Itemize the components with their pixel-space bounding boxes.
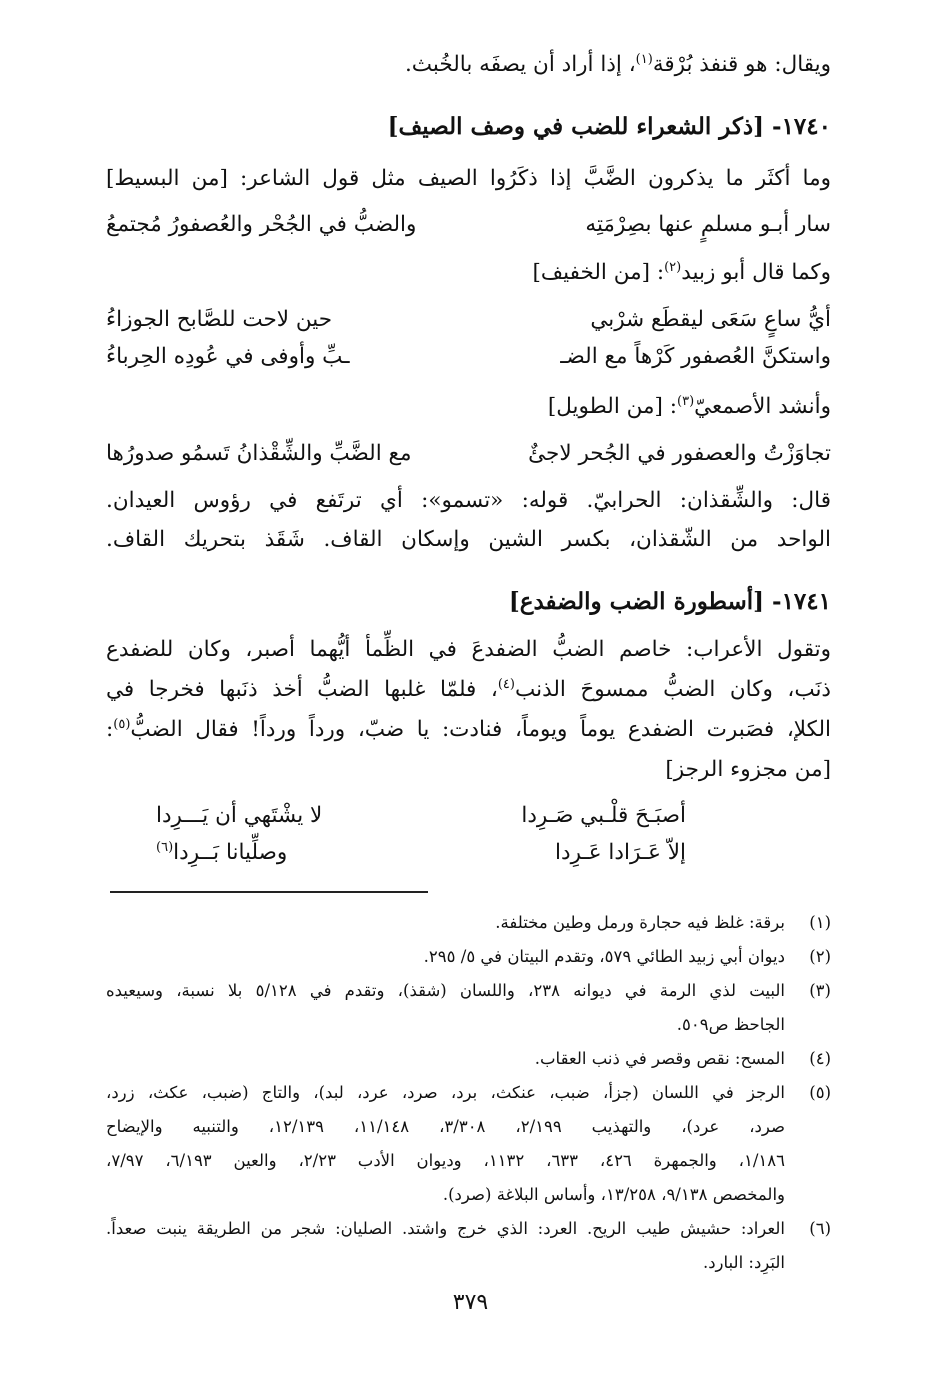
text-span: ويقال: هو قنفذ بُرْقة bbox=[652, 52, 831, 77]
verse-6-second-hemistich bbox=[156, 836, 287, 870]
text-line-5 bbox=[106, 256, 831, 290]
footnote-number: (٢) bbox=[809, 947, 831, 966]
footnote-5-cont-1: صرد، عرد)، والتهذيب ٢/١٩٩، ٣/٣٠٨، ١١/١٤٨، ١٢/١٣٩، والتنبيه والإيضاح bbox=[106, 1117, 786, 1136]
footnote-5-cont-2: ١/١٨٦، والجمهرة ٤٢٦، ٦٣٣، ١١٣٢، وديوان الأدب ٢/٢٣، والعين ٦/١٩٣، ٧/٩٧، bbox=[106, 1151, 785, 1170]
verse-1-first-hemistich: سار أبـو مسلمٍ عنها بصِرْمَتِه bbox=[585, 212, 831, 237]
verse-1 bbox=[106, 208, 831, 242]
footnote-text: برقة: غلظ فيه حجارة ورمل وطين مختلفة. bbox=[495, 913, 785, 932]
text-span: وكما قال أبو زبيد bbox=[681, 260, 831, 285]
verse-4-first-hemistich: تجاوَزْتُ والعصفور في الجُحر لاجئٌ bbox=[528, 441, 831, 466]
verse-4 bbox=[106, 437, 831, 471]
page-number: ٣٧٩ bbox=[452, 1290, 489, 1315]
footnote-number: (١) bbox=[809, 913, 831, 932]
verse-2 bbox=[106, 303, 831, 337]
text-span: ذنَب، وكان الضبُّ ممسوحَ الذنب bbox=[514, 677, 832, 702]
text-line-8 bbox=[106, 390, 831, 424]
footnote-number: (٤) bbox=[809, 1049, 831, 1068]
footnote-number: (٥) bbox=[809, 1083, 831, 1102]
footnote-text: البيت لذي الرمة في ديوانه ٢٣٨، واللسان (شقذ)، وتقدم في ٥/١٢٨ بلا نسبة، وسيعيده bbox=[106, 981, 785, 1000]
text-line-15 bbox=[106, 713, 831, 747]
footnote-ref-3[interactable]: (٣) bbox=[677, 393, 695, 409]
footnote-text: الرجز في اللسان (جزأ، ضبب، عنكث، برد، صرد، عرد، لبد)، والتاج (ضبب، عكث، زرد، bbox=[106, 1083, 785, 1102]
text-span: : bbox=[106, 717, 114, 742]
text-line-14 bbox=[106, 673, 831, 707]
footnote-text: ديوان أبي زبيد الطائي ٥٧٩، وتقدم البيتان في ٥/ ٢٩٥. bbox=[423, 947, 785, 966]
verse-1-second-hemistich: والضبُّ في الجُحْر والعُصفورُ مُجتمعُ bbox=[106, 212, 417, 237]
footnote-1 bbox=[106, 909, 831, 937]
footnote-text: العراد: حشيش طيب الريح. العرد: الذي خرج واشتد. الصليان: شجر من الطريقة ينبت صعداً. bbox=[106, 1219, 785, 1238]
verse-3-second-hemistich: ـبِّ وأوفى في عُودِه الحِرباءُ bbox=[106, 344, 350, 369]
text-span: : [من الطويل] bbox=[547, 394, 677, 419]
footnote-3-cont: الجاحظ ص٥٠٩. bbox=[676, 1015, 785, 1034]
text-line-1 bbox=[106, 48, 831, 82]
text-span: الكلإ، فصَبرت الضفدع يوماً ويوماً، فنادت: يا ضبّ، ورداً ورداً! فقال الضبُّ bbox=[130, 717, 831, 742]
section-heading-1741: ١٧٤١- [أسطورة الضب والضفدع] bbox=[508, 588, 831, 615]
footnote-4 bbox=[106, 1045, 831, 1073]
footnote-ref-4[interactable]: (٤) bbox=[497, 676, 515, 692]
verse-5-first-hemistich: أصبَـحَ قلْـبي صَـرِدا bbox=[521, 803, 686, 828]
text-span: ، فلمّا غلبها الضبُّ أخذ ذنَبها فخرجا في bbox=[106, 677, 498, 702]
verse-6-first-hemistich: إلاّ عَـرَادا عَـرِدا bbox=[555, 840, 686, 865]
verse-5-second-hemistich: لا يشْتَهي أن يَـــرِدا bbox=[156, 803, 323, 828]
text-line-10: قال: والشِّقذان: الحرابيّ. قوله: «تسمو»: أي ترتَفع في رؤوس العيدان. bbox=[106, 488, 831, 513]
footnote-text: المسح: نقص وقصر في ذنب العقاب. bbox=[534, 1049, 785, 1068]
text-line-3: وما أكثَر ما يذكرون الضَّبَّ إذا ذكَرُوا الصيف مثل قول الشاعر: [من البسيط] bbox=[106, 166, 831, 191]
footnote-6-cont: البَرِد: البارد. bbox=[702, 1253, 785, 1272]
footnote-5-cont-3: والمخصص ٩/١٣٨، ١٣/٢٥٨، وأساس البلاغة (صرد). bbox=[442, 1185, 785, 1204]
verse-2-second-hemistich: حين لاحت للصَّابح الجوزاءُ bbox=[106, 307, 333, 332]
text-span: ، إذا أراد أن يصفَه بالخُبث. bbox=[404, 52, 636, 77]
verse-6 bbox=[156, 836, 686, 870]
verse-5 bbox=[156, 799, 686, 833]
footnote-6 bbox=[106, 1215, 831, 1243]
footnote-number: (٣) bbox=[809, 981, 831, 1000]
footnote-separator bbox=[110, 891, 428, 893]
footnote-3 bbox=[106, 977, 831, 1005]
text-line-11: الواحد من الشّقذان، بكسر الشين وإسكان القاف. شَقَذ بتحريك القاف. bbox=[106, 527, 831, 552]
footnote-ref-2[interactable]: (٢) bbox=[664, 259, 682, 275]
verse-3 bbox=[106, 340, 831, 374]
verse-4-second-hemistich: مع الضَّبِّ والشِّقْذانُ تَسمُو صدورُها bbox=[106, 441, 412, 466]
footnote-5 bbox=[106, 1079, 831, 1107]
footnote-ref-5[interactable]: (٥) bbox=[113, 716, 131, 732]
footnote-ref-6[interactable]: (٦) bbox=[156, 839, 174, 855]
text-span: : [من الخفيف] bbox=[532, 260, 665, 285]
footnote-ref-1[interactable]: (١) bbox=[635, 51, 653, 67]
footnote-number: (٦) bbox=[809, 1219, 831, 1238]
text-span: وصلِّيانا بَــرِدا bbox=[173, 840, 288, 865]
text-line-13: وتقول الأعراب: خاصم الضبُّ الضفدعَ في الظِّمأ أيُّهما أصبر، وكان للضفدع bbox=[106, 637, 831, 662]
verse-3-first-hemistich: واستكنَّ العُصفور كَرْهاً مع الضـ bbox=[560, 344, 831, 369]
footnote-2 bbox=[106, 943, 831, 971]
section-heading-1740: ١٧٤٠- [ذكر الشعراء للضب في وصف الصيف] bbox=[387, 113, 831, 140]
verse-2-first-hemistich: أيُّ ساعٍ سَعَى ليقطَع شرْبي bbox=[590, 307, 831, 332]
text-span: وأنشد الأصمعيّ bbox=[694, 394, 831, 419]
meter-label: [من مجزوء الرجز] bbox=[665, 757, 831, 782]
